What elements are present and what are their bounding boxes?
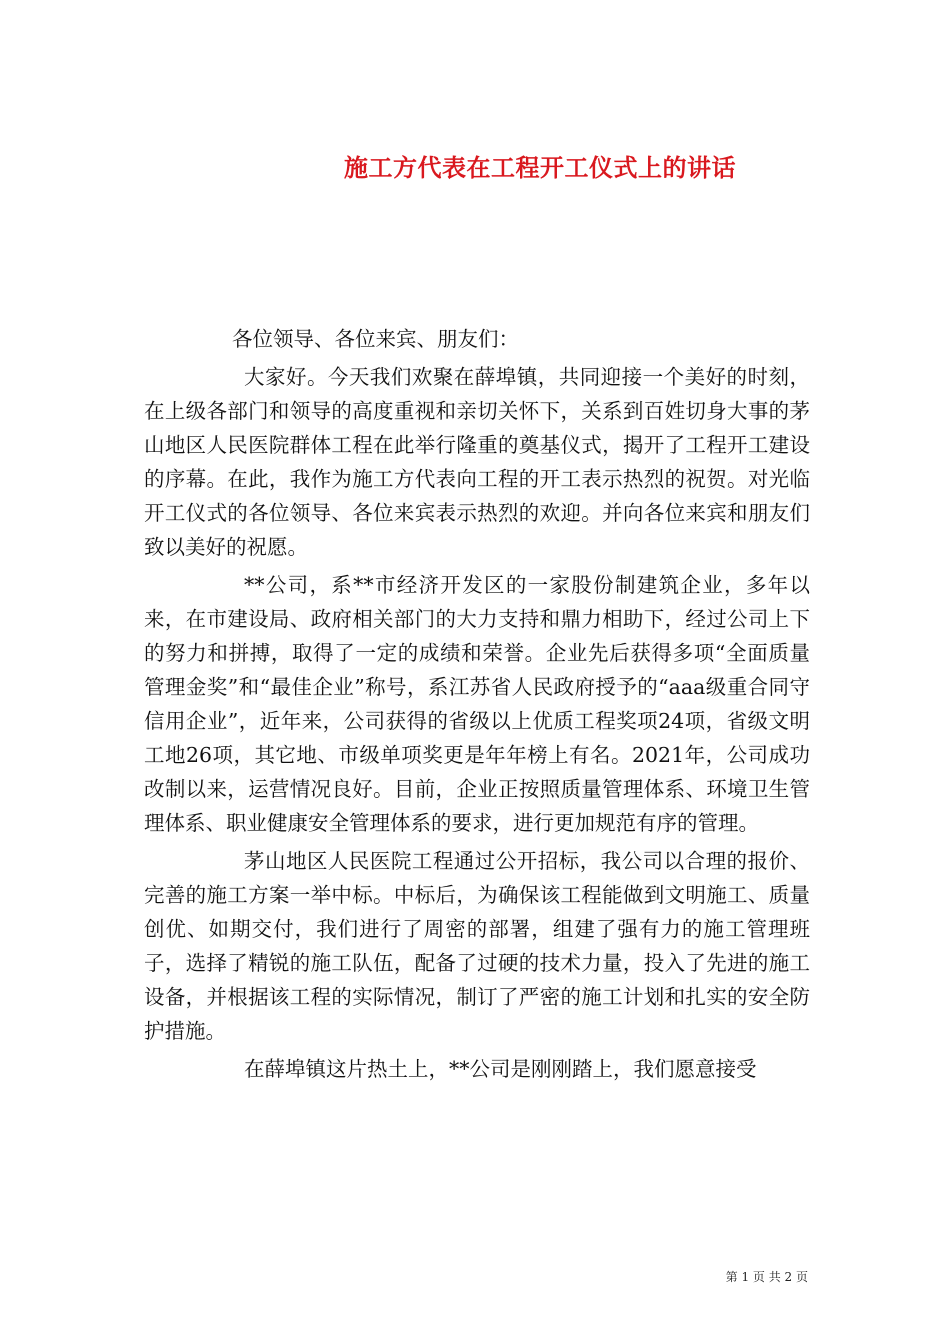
page-indicator: 第 1 页 共 2 页 [725,1270,808,1284]
paragraph-continuation: 在薛埠镇这片热土上，**公司是刚刚踏上，我们愿意接受 [244,1057,757,1081]
document-body [144,322,810,1090]
salutation: 各位领导、各位来宾、朋友们： [232,327,519,351]
paragraph-company-intro: **公司，系**市经济开发区的一家股份制建筑企业，多年以来，在市建设局、政府相关部门的大力支持和鼎力相助下，经过公司上下的努力和拼搏，取得了一定的成绩和荣誉。企业先后获得多项“全面质量管理金奖”和“最佳企业”称号，系江苏省人民政府授予的“aaa级重合同守信用企业”，近年来，公司获得的省级以上优质工程奖项24项，省级文明工地26项，其它地、市级单项奖更是年年榜上有名。2021年，公司成功改制以来，运营情况良好。目前，企业正按照质量管理体系、环境卫生管理体系、职业健康安全管理体系的要求，进行更加规范有序的管理。 [144,573,810,835]
paragraph-project: 茅山地区人民医院工程通过公开招标，我公司以合理的报价、完善的施工方案一举中标。中标后，为确保该工程能做到文明施工、质量创优、如期交付，我们进行了周密的部署，组建了强有力的施工管理班子，选择了精锐的施工队伍，配备了过硬的技术力量，投入了先进的施工设备，并根据该工程的实际情况，制订了严密的施工计划和扎实的安全防护措施。 [144,849,810,1043]
paragraph-greeting: 大家好。今天我们欢聚在薛埠镇，共同迎接一个美好的时刻，在上级各部门和领导的高度重视和亲切关怀下，关系到百姓切身大事的茅山地区人民医院群体工程在此举行隆重的奠基仪式，揭开了工程开工建设的序幕。在此，我作为施工方代表向工程的开工表示热烈的祝贺。对光临开工仪式的各位领导、各位来宾表示热烈的欢迎。并向各位来宾和朋友们致以美好的祝愿。 [144,365,810,559]
document-title: 施工方代表在工程开工仪式上的讲话 [344,153,736,183]
